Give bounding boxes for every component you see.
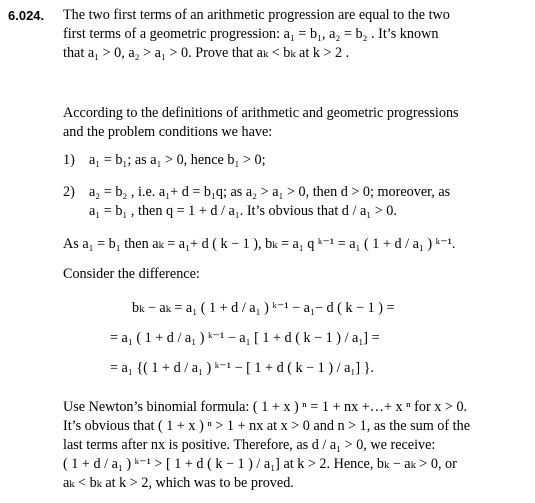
- item-1-text: a₁ = b₁; as a₁ > 0, hence b₁ > 0;: [89, 152, 266, 168]
- equation-line-1: bₖ − aₖ = a₁ ( 1 + d / a₁ ) ᵏ⁻¹ − a₁− d ( k − 1 ) =: [132, 300, 395, 316]
- final-line: It’s obvious that ( 1 + x ) ⁿ > 1 + nx at x > 0 and n > 1, as the sum of the: [63, 418, 470, 434]
- problem-line: The two first terms of an arithmetic progression are equal to the two: [63, 7, 450, 23]
- item-1-label: 1): [63, 152, 75, 168]
- item-2-label: 2): [63, 184, 75, 200]
- problem-line: that a₁ > 0, a₂ > a₁ > 0. Prove that aₖ < bₖ at k > 2 .: [63, 45, 350, 61]
- final-line: ( 1 + d / a₁ ) ᵏ⁻¹ > [ 1 + d ( k − 1 ) / a₁] at k > 2. Hence, bₖ − aₖ > 0, or: [63, 456, 457, 472]
- consider-line: Consider the difference:: [63, 266, 200, 282]
- problem-number: 6.024.: [8, 8, 45, 23]
- equation-line-2: = a₁ ( 1 + d / a₁ ) ᵏ⁻¹ − a₁ [ 1 + d ( k − 1 ) / a₁] =: [110, 330, 380, 346]
- problem-line: first terms of a geometric progression: a₁ = b₁, a₂ = b₂ . It’s known: [63, 26, 439, 42]
- equation-line-3: = a₁ {( 1 + d / a₁ ) ᵏ⁻¹ − [ 1 + d ( k − 1 ) / a₁] }.: [110, 360, 374, 376]
- final-line: aₖ < bₖ at k > 2, which was to be proved.: [63, 475, 294, 491]
- final-line: last terms after nx is positive. Therefore, as d / a₁ > 0, we receive:: [63, 437, 436, 453]
- item-2-line: a₂ = b₂ , i.e. a₁+ d = b₁q; as a₂ > a₁ > 0, then d > 0; moreover, as: [89, 184, 451, 200]
- solution-intro-line: According to the definitions of arithmetic and geometric progressions: [63, 105, 459, 121]
- solution-intro-line: and the problem conditions we have:: [63, 124, 273, 140]
- item-2-line: a₁ = b₁ , then q = 1 + d / a₁. It’s obvious that d / a₁ > 0.: [89, 203, 397, 219]
- final-line: Use Newton’s binomial formula: ( 1 + x ) ⁿ = 1 + nx +…+ x ⁿ for x > 0.: [63, 399, 468, 415]
- as-line: As a₁ = b₁ then aₖ = a₁+ d ( k − 1 ), bₖ = a₁ q ᵏ⁻¹ = a₁ ( 1 + d / a₁ ) ᵏ⁻¹.: [63, 236, 456, 252]
